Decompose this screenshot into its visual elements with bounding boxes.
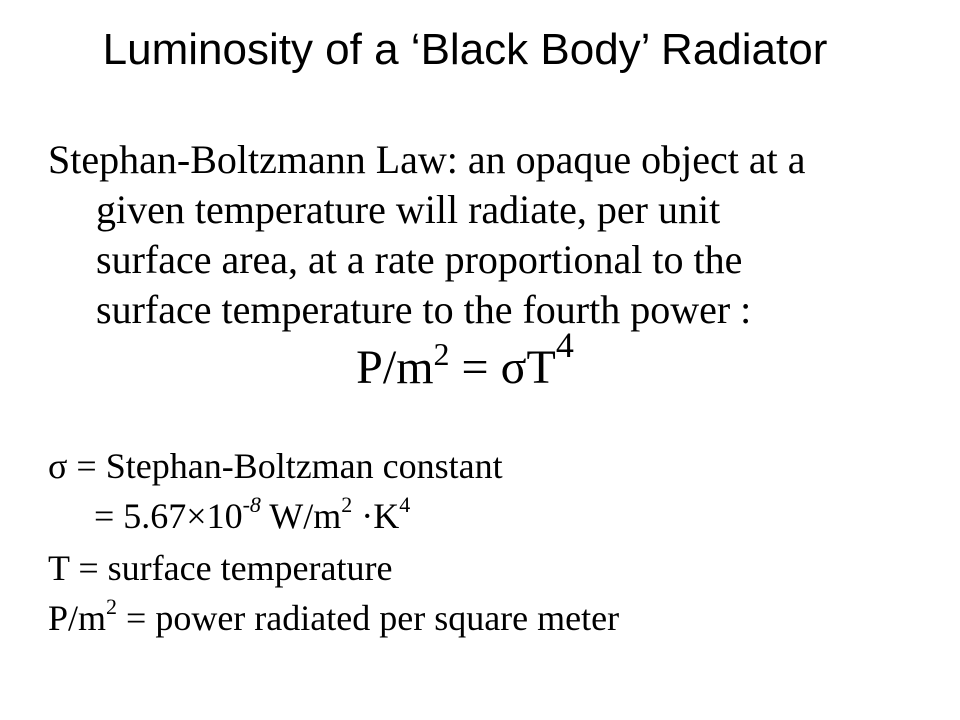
power-definition-prefix: P/m [48,598,107,638]
sigma-unit-a: W/m [260,496,342,536]
slide-title: Luminosity of a ‘Black Body’ Radiator [102,25,828,74]
sigma-value-exponent: -8 [242,492,261,517]
power-definition-text: = power radiated per square meter [117,598,620,638]
law-statement-line-2: given temperature will radiate, per unit [96,187,721,232]
sigma-unit-b: ·K [352,496,400,536]
equation-rhs-exponent: 4 [555,325,574,365]
power-definition-exponent: 2 [106,594,118,619]
law-statement-line-4: surface temperature to the fourth power : [96,287,752,332]
equation-rhs: = σT [449,341,556,394]
law-statement-line-3: surface area, at a rate proportional to the [96,237,743,282]
sigma-value-prefix: = 5.67×10 [94,496,243,536]
stefan-boltzmann-equation [0,325,930,400]
sigma-value [94,492,410,540]
sigma-definition: σ = Stephan-Boltzman constant [48,446,503,486]
sigma-unit-b-exponent: 4 [399,492,411,517]
power-definition [48,594,619,642]
temperature-definition: T = surface temperature [48,548,393,588]
law-statement-line-1: Stephan-Boltzmann Law: an opaque object at a [48,137,806,182]
equation-lhs-exponent: 2 [433,336,450,372]
sigma-unit-a-exponent: 2 [341,492,353,517]
equation-lhs: P/m [356,341,434,394]
